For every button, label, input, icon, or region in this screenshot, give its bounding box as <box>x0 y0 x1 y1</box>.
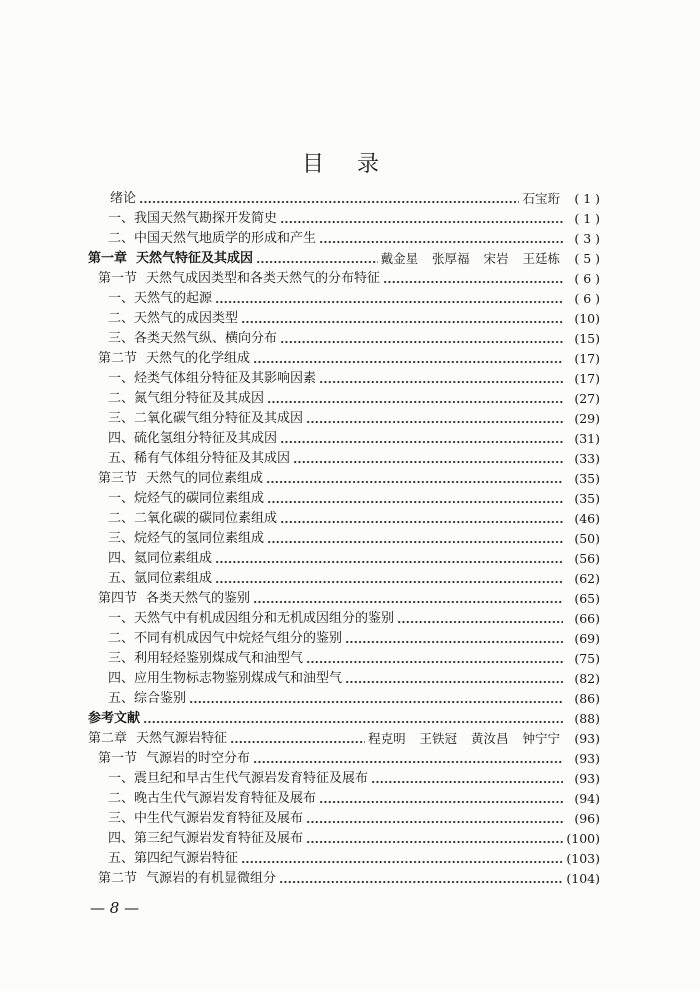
toc-row <box>0 589 600 609</box>
toc-entry-page: (10) <box>574 311 600 326</box>
toc-leader-dots <box>319 229 563 249</box>
toc-entry-title: 天然气的同位素组成 <box>146 471 264 486</box>
toc-entry-number: 二、 <box>108 311 135 326</box>
toc-entry-title: 晚古生代气源岩发育特征及展布 <box>134 791 317 806</box>
toc-leader-dots <box>241 849 563 869</box>
toc-entry-page: (93) <box>574 751 600 766</box>
toc-entry-page: (75) <box>574 651 600 666</box>
toc-entry-title: 烷烃气的氢同位素组成 <box>134 531 265 546</box>
toc-entry-number: 一、 <box>108 211 135 226</box>
toc-entry-number: 二、 <box>108 391 135 406</box>
toc-entry-number: 二、 <box>108 791 135 806</box>
toc-entry-page: (93) <box>574 771 600 786</box>
toc-leader-dots <box>280 329 563 349</box>
toc-row <box>0 269 600 289</box>
toc-entry-page: (94) <box>574 791 600 806</box>
toc-entry-number: 第二章 <box>88 731 128 746</box>
toc-entry-title: 氮气组分特征及其成因 <box>134 391 265 406</box>
toc-leader-dots <box>306 829 563 849</box>
toc-row <box>0 569 600 589</box>
toc-row <box>0 309 600 329</box>
toc-leader-dots <box>267 389 563 409</box>
toc-entry-number: 五、 <box>108 851 135 866</box>
toc-leader-dots <box>215 289 563 309</box>
toc-leader-dots <box>215 569 563 589</box>
toc-entry-authors: 程克明 王铁冠 黄汝昌 钟宁宁 <box>368 731 560 746</box>
toc-entry-page: ( 6 ) <box>574 291 600 306</box>
toc-entry-title: 烷烃气的碳同位素组成 <box>134 491 265 506</box>
toc-entry-title: 我国天然气勘探开发简史 <box>134 211 278 226</box>
toc-entry-title: 天然气的成因类型 <box>134 311 239 326</box>
toc-entry-authors: 石宝珩 <box>522 191 560 206</box>
toc-entry-title: 第三纪气源岩发育特征及展布 <box>134 831 304 846</box>
toc-row <box>0 549 600 569</box>
toc-entry-number: 第一章 <box>88 251 128 266</box>
toc-leader-dots <box>215 549 563 569</box>
toc-entry-page: (88) <box>574 711 600 726</box>
toc-leader-dots <box>319 789 563 809</box>
toc-row <box>0 689 600 709</box>
toc-row <box>0 289 600 309</box>
toc-row <box>0 389 600 409</box>
toc-entry-number: 一、 <box>108 491 135 506</box>
toc-entry-page: (17) <box>574 351 600 366</box>
toc-entry-title: 天然气成因类型和各类天然气的分布特征 <box>146 271 381 286</box>
toc-leader-dots <box>306 409 563 429</box>
toc-row <box>0 629 600 649</box>
toc-entry-page: (56) <box>574 551 600 566</box>
toc-entry-number: 第四节 <box>98 591 138 606</box>
toc-row <box>0 409 600 429</box>
toc-row <box>0 869 600 889</box>
toc-leader-dots <box>280 209 563 229</box>
toc-row <box>0 609 600 629</box>
toc-entry-title: 不同有机成因气中烷烃气组分的鉴别 <box>134 631 343 646</box>
toc-entry-title: 气源岩的时空分布 <box>146 751 251 766</box>
toc-entry-page: (33) <box>574 451 600 466</box>
toc-row <box>0 729 600 749</box>
toc-row <box>0 769 600 789</box>
toc-entry-title: 参考文献 <box>88 711 141 726</box>
toc-entry-number: 五、 <box>108 691 135 706</box>
toc-row <box>0 329 600 349</box>
toc-entry-page: (50) <box>574 531 600 546</box>
toc-row <box>0 429 600 449</box>
toc-entry-title: 天然气特征及其成因 <box>136 251 254 266</box>
toc-row <box>0 849 600 869</box>
toc-leader-dots <box>267 529 563 549</box>
toc-entry-page: (100) <box>566 831 600 846</box>
toc-entry-title: 氦同位素组成 <box>134 551 213 566</box>
toc-entry-title: 各类天然气纵、横向分布 <box>134 331 278 346</box>
toc-row <box>0 789 600 809</box>
toc-leader-dots <box>345 669 563 689</box>
toc-entry-number: 二、 <box>108 231 135 246</box>
toc-leader-dots <box>266 469 563 489</box>
toc-entry-title: 天然气的起源 <box>134 291 213 306</box>
toc-entry-page: (65) <box>574 591 600 606</box>
toc-entry-number: 第二节 <box>98 871 138 886</box>
toc-row <box>0 249 600 269</box>
toc-entry-number: 第一节 <box>98 271 138 286</box>
toc-row <box>0 189 600 209</box>
toc-row <box>0 749 600 769</box>
toc-list <box>0 189 600 889</box>
toc-leader-dots <box>230 729 365 749</box>
toc-leader-dots <box>253 349 563 369</box>
toc-entry-title: 硫化氢组分特征及其成因 <box>134 431 278 446</box>
toc-entry-number: 四、 <box>108 831 135 846</box>
toc-leader-dots <box>253 589 563 609</box>
toc-entry-page: (46) <box>574 511 600 526</box>
toc-entry-page: (86) <box>574 691 600 706</box>
toc-leader-dots <box>280 509 563 529</box>
toc-entry-number: 二、 <box>108 511 135 526</box>
toc-entry-number: 一、 <box>108 611 135 626</box>
toc-entry-title: 二氧化碳的碳同位素组成 <box>134 511 278 526</box>
page-title: 目 录 <box>302 152 379 177</box>
toc-row <box>0 229 600 249</box>
toc-entry-title: 震旦纪和早古生代气源岩发育特征及展布 <box>134 771 369 786</box>
toc-entry-page: (93) <box>574 731 600 746</box>
toc-entry-number: 三、 <box>108 331 135 346</box>
toc-entry-page: (104) <box>566 871 600 886</box>
toc-entry-title: 二氧化碳气组分特征及其成因 <box>134 411 304 426</box>
toc-entry-page: (17) <box>574 371 600 386</box>
toc-row <box>0 489 600 509</box>
toc-row <box>0 649 600 669</box>
toc-entry-number: 一、 <box>108 371 135 386</box>
toc-entry-number: 五、 <box>108 571 135 586</box>
toc-leader-dots <box>253 749 563 769</box>
toc-row <box>0 349 600 369</box>
toc-row <box>0 529 600 549</box>
toc-entry-title: 中生代气源岩发育特征及展布 <box>134 811 304 826</box>
toc-entry-page: ( 1 ) <box>574 191 600 206</box>
toc-entry-page: ( 3 ) <box>574 231 600 246</box>
toc-row <box>0 469 600 489</box>
toc-entry-page: (103) <box>566 851 600 866</box>
toc-entry-title: 第四纪气源岩特征 <box>134 851 239 866</box>
toc-row <box>0 209 600 229</box>
toc-leader-dots <box>293 449 563 469</box>
toc-entry-title: 应用生物标志物鉴别煤成气和油型气 <box>134 671 343 686</box>
page-number-footer: — 8 — <box>90 899 140 917</box>
toc-entry-title: 烃类气体组分特征及其影响因素 <box>134 371 317 386</box>
toc-entry-title: 气源岩的有机显微组分 <box>146 871 277 886</box>
toc-entry-number: 第一节 <box>98 751 138 766</box>
toc-leader-dots <box>139 189 519 209</box>
toc-row <box>0 809 600 829</box>
toc-entry-number: 四、 <box>108 431 135 446</box>
toc-entry-number: 三、 <box>108 811 135 826</box>
toc-entry-page: (15) <box>574 331 600 346</box>
toc-row <box>0 829 600 849</box>
toc-entry-page: (96) <box>574 811 600 826</box>
toc-entry-page: ( 1 ) <box>574 211 600 226</box>
toc-entry-page: (27) <box>574 391 600 406</box>
toc-leader-dots <box>241 309 563 329</box>
toc-entry-page: (29) <box>574 411 600 426</box>
toc-row <box>0 449 600 469</box>
toc-entry-title: 中国天然气地质学的形成和产生 <box>134 231 317 246</box>
toc-entry-number: 三、 <box>108 411 135 426</box>
toc-entry-page: (66) <box>574 611 600 626</box>
toc-entry-number: 四、 <box>108 671 135 686</box>
toc-leader-dots <box>143 709 563 729</box>
toc-entry-page: (35) <box>574 471 600 486</box>
toc-leader-dots <box>397 609 563 629</box>
toc-entry-title: 绪论 <box>110 191 137 206</box>
toc-leader-dots <box>306 809 563 829</box>
toc-entry-title: 稀有气体组分特征及其成因 <box>134 451 291 466</box>
toc-entry-number: 第三节 <box>98 471 138 486</box>
toc-entry-page: (69) <box>574 631 600 646</box>
toc-entry-page: ( 6 ) <box>574 271 600 286</box>
toc-entry-page: (62) <box>574 571 600 586</box>
toc-entry-number: 一、 <box>108 771 135 786</box>
toc-entry-title: 氩同位素组成 <box>134 571 213 586</box>
toc-entry-title: 各类天然气的鉴别 <box>146 591 251 606</box>
toc-entry-number: 三、 <box>108 651 135 666</box>
toc-entry-number: 一、 <box>108 291 135 306</box>
toc-entry-authors: 戴金星 张厚福 宋岩 王廷栋 <box>380 251 560 266</box>
toc-row <box>0 509 600 529</box>
toc-entry-page: (35) <box>574 491 600 506</box>
toc-row <box>0 369 600 389</box>
toc-leader-dots <box>319 369 563 389</box>
toc-leader-dots <box>383 269 563 289</box>
toc-entry-title: 天然气源岩特征 <box>136 731 228 746</box>
toc-entry-title: 天然气中有机成因组分和无机成因组分的鉴别 <box>134 611 395 626</box>
toc-entry-page: ( 5 ) <box>574 251 600 266</box>
toc-entry-page: (82) <box>574 671 600 686</box>
toc-leader-dots <box>256 249 378 269</box>
toc-leader-dots <box>279 869 563 889</box>
toc-leader-dots <box>345 629 563 649</box>
toc-leader-dots <box>189 689 563 709</box>
toc-entry-number: 五、 <box>108 451 135 466</box>
toc-entry-title: 综合鉴别 <box>134 691 187 706</box>
toc-entry-number: 四、 <box>108 551 135 566</box>
toc-entry-title: 天然气的化学组成 <box>146 351 251 366</box>
toc-leader-dots <box>306 649 563 669</box>
toc-entry-number: 三、 <box>108 531 135 546</box>
toc-entry-title: 利用轻烃鉴别煤成气和油型气 <box>134 651 304 666</box>
toc-entry-number: 第二节 <box>98 351 138 366</box>
toc-leader-dots <box>280 429 563 449</box>
toc-leader-dots <box>267 489 563 509</box>
toc-entry-page: (31) <box>574 431 600 446</box>
toc-row <box>0 669 600 689</box>
toc-leader-dots <box>371 769 563 789</box>
toc-entry-number: 二、 <box>108 631 135 646</box>
toc-row <box>0 709 600 729</box>
